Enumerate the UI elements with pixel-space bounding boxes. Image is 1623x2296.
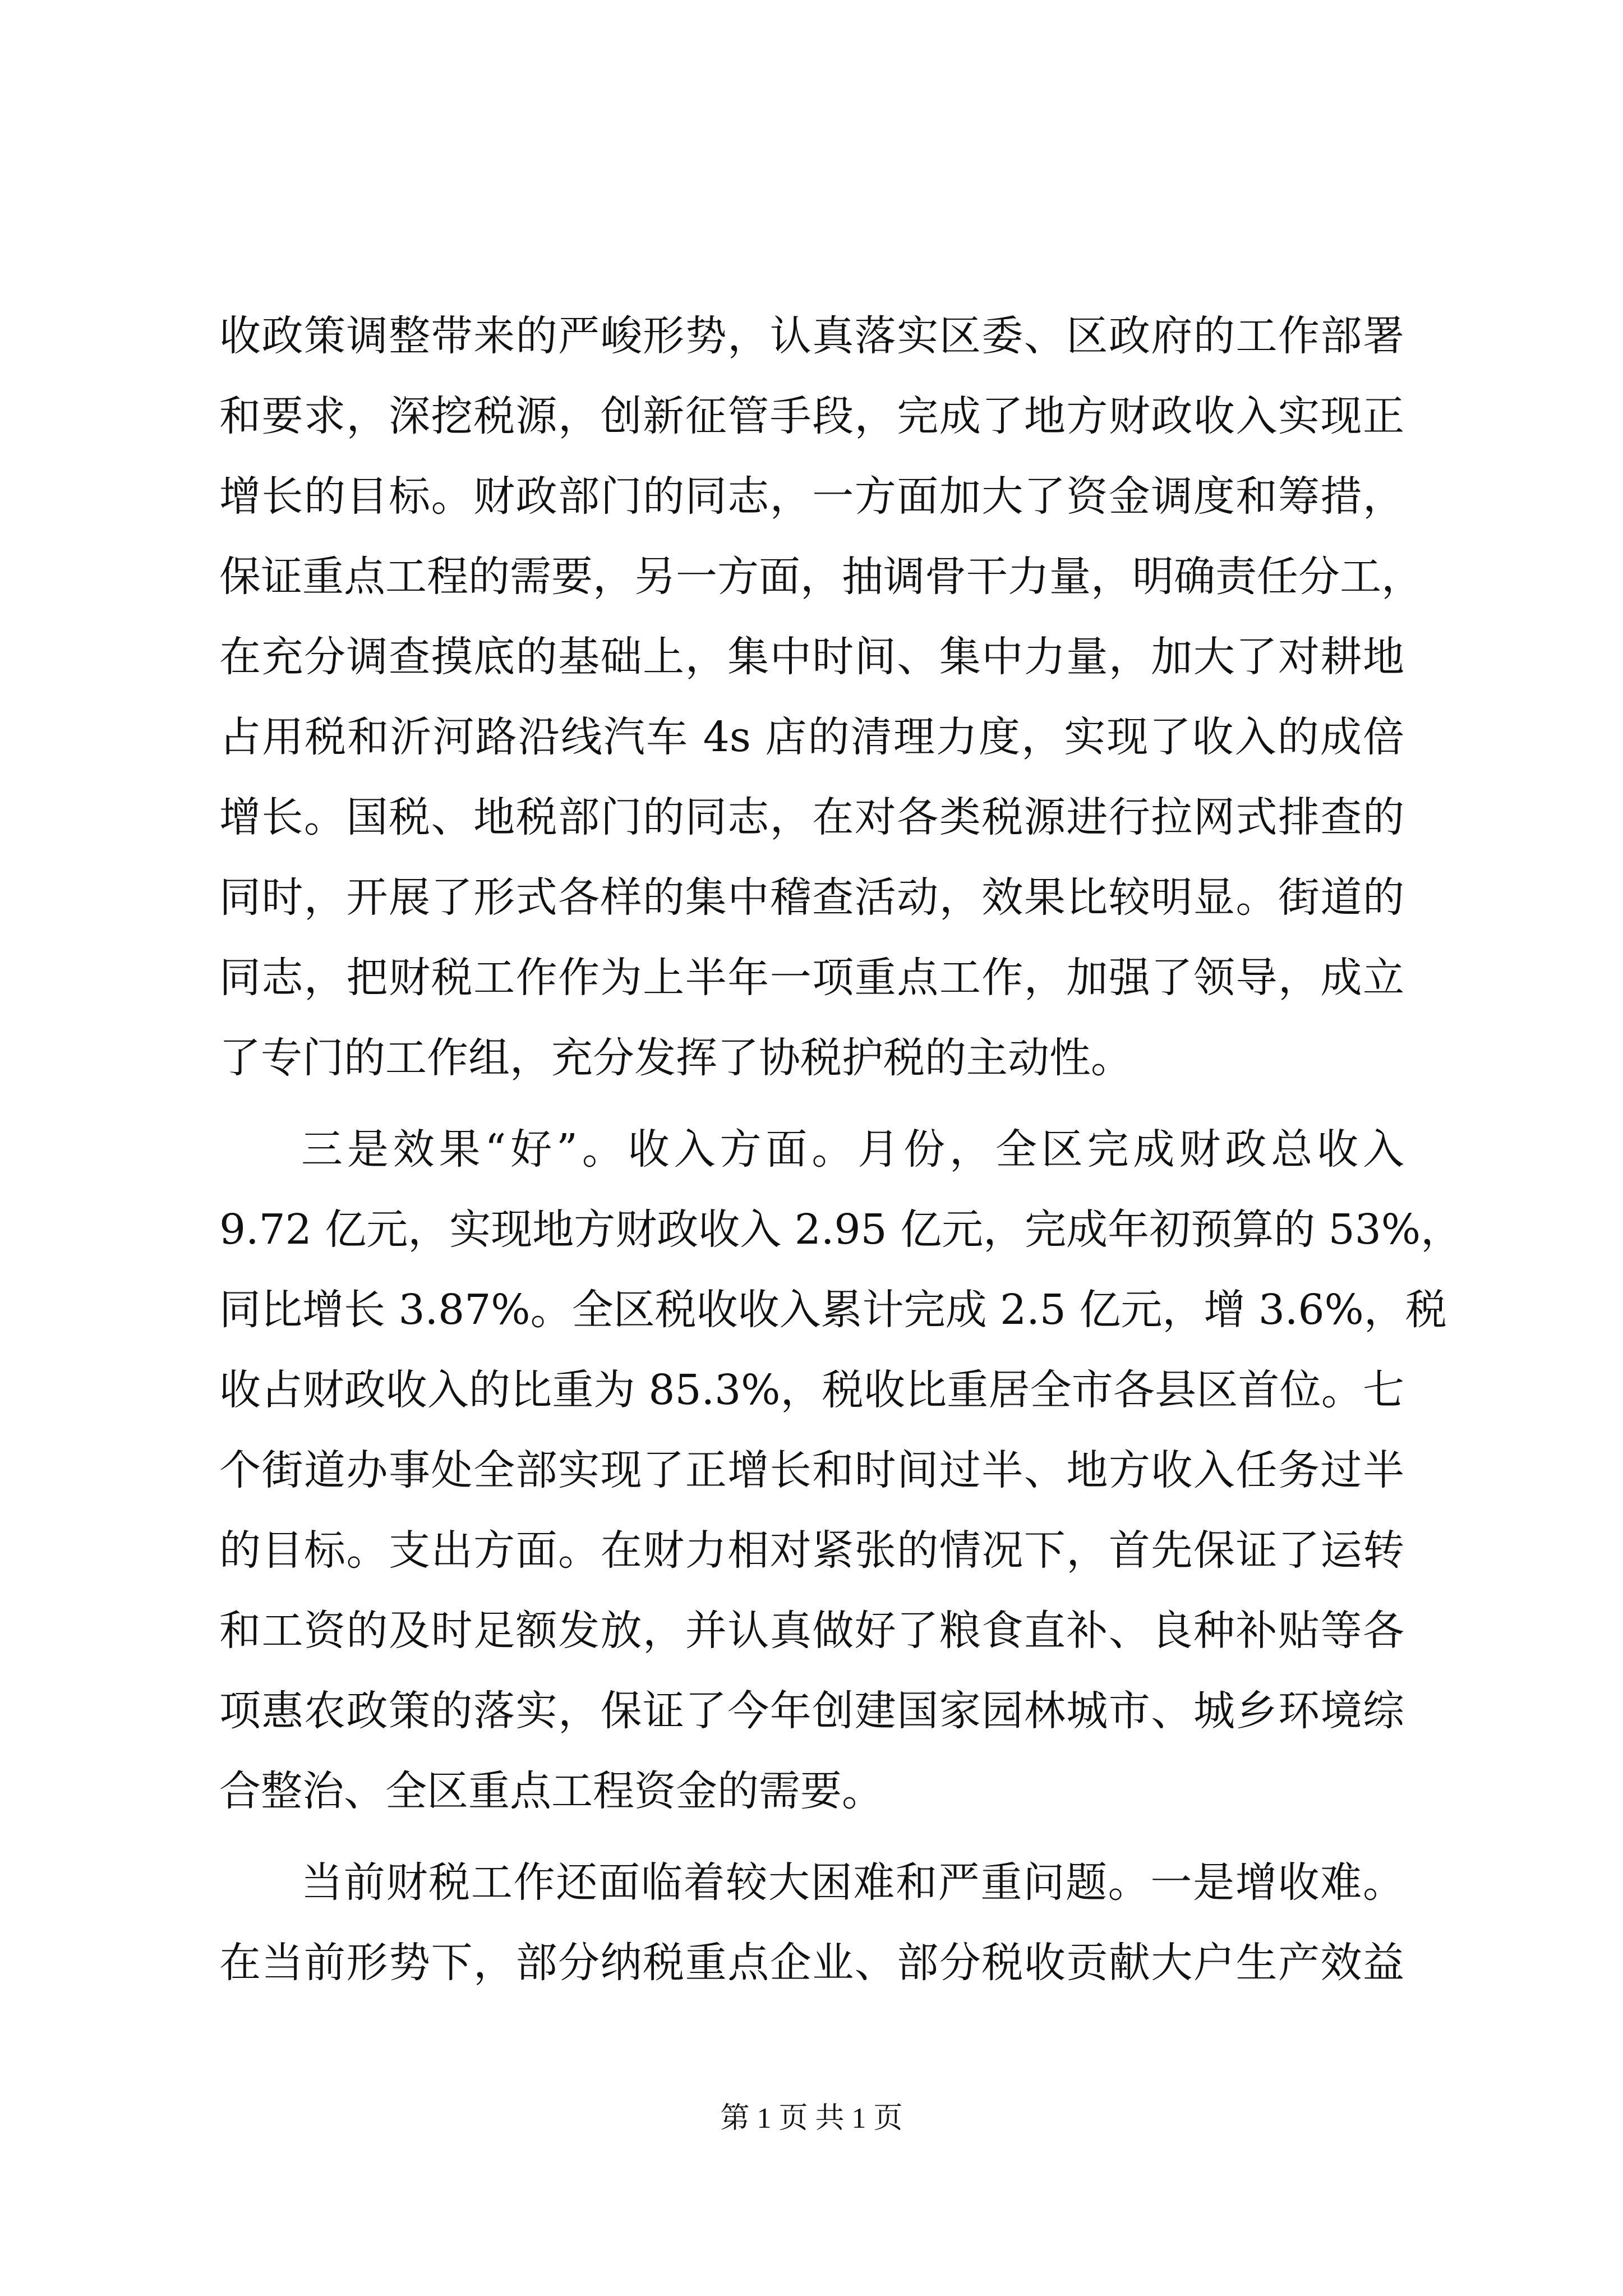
document-body: [219, 296, 1463, 2003]
text-line: 收占财政收入的比重为 85.3%，税收比重居全市各县区首位。七: [219, 1366, 1404, 1414]
text-line: 个街道办事处全部实现了正增长和时间过半、地方收入任务过半: [219, 1446, 1404, 1494]
paragraph: [219, 1110, 1463, 1832]
text-line: 增长。国税、地税部门的同志，在对各类税源进行拉网式排查的: [219, 793, 1404, 841]
text-line: 占用税和沂河路沿线汽车 4s 店的清理力度，实现了收入的成倍: [219, 713, 1404, 761]
text-line: 项惠农政策的落实，保证了今年创建国家园林城市、城乡环境综: [219, 1687, 1404, 1735]
text-line: 保证重点工程的需要，另一方面，抽调骨干力量，明确责任分工，: [219, 553, 1423, 601]
text-line: 同比增长 3.87%。全区税收收入累计完成 2.5 亿元，增 3.6%，税: [219, 1286, 1447, 1334]
text-line: 三是效果“好”。收入方面。月份，全区完成财政总收入: [301, 1125, 1404, 1174]
text-line: 在当前形势下，部分纳税重点企业、部分税收贡献大户生产效益: [219, 1939, 1404, 1987]
text-line: 的目标。支出方面。在财力相对紧张的情况下，首先保证了运转: [219, 1526, 1404, 1575]
paragraph: [219, 1843, 1404, 2003]
paragraph: [219, 296, 1423, 1098]
text-line: 当前财税工作还面临着较大困难和严重问题。一是增收难。: [301, 1858, 1404, 1907]
text-line: 和工资的及时足额发放，并认真做好了粮食直补、良种补贴等各: [219, 1607, 1404, 1655]
text-line: 合整治、全区重点工程资金的需要。: [219, 1767, 883, 1815]
text-line: 增长的目标。财政部门的同志，一方面加大了资金调度和筹措，: [219, 472, 1404, 521]
text-line: 同志，把财税工作作为上半年一项重点工作，加强了领导，成立: [219, 954, 1404, 1002]
text-line: 在充分调查摸底的基础上，集中时间、集中力量，加大了对耕地: [219, 633, 1404, 681]
text-line: 同时，开展了形式各样的集中稽查活动，效果比较明显。街道的: [219, 873, 1404, 922]
text-line: 9.72 亿元，实现地方财政收入 2.95 亿元，完成年初预算的 53%，: [219, 1205, 1463, 1254]
page-footer: 第 1 页 共 1 页: [720, 2102, 903, 2134]
text-line: 和要求，深挖税源，创新征管手段，完成了地方财政收入实现正: [219, 392, 1404, 440]
text-line: 了专门的工作组，充分发挥了协税护税的主动性。: [219, 1034, 1132, 1082]
text-line: 收政策调整带来的严峻形势，认真落实区委、区政府的工作部署: [219, 312, 1404, 360]
